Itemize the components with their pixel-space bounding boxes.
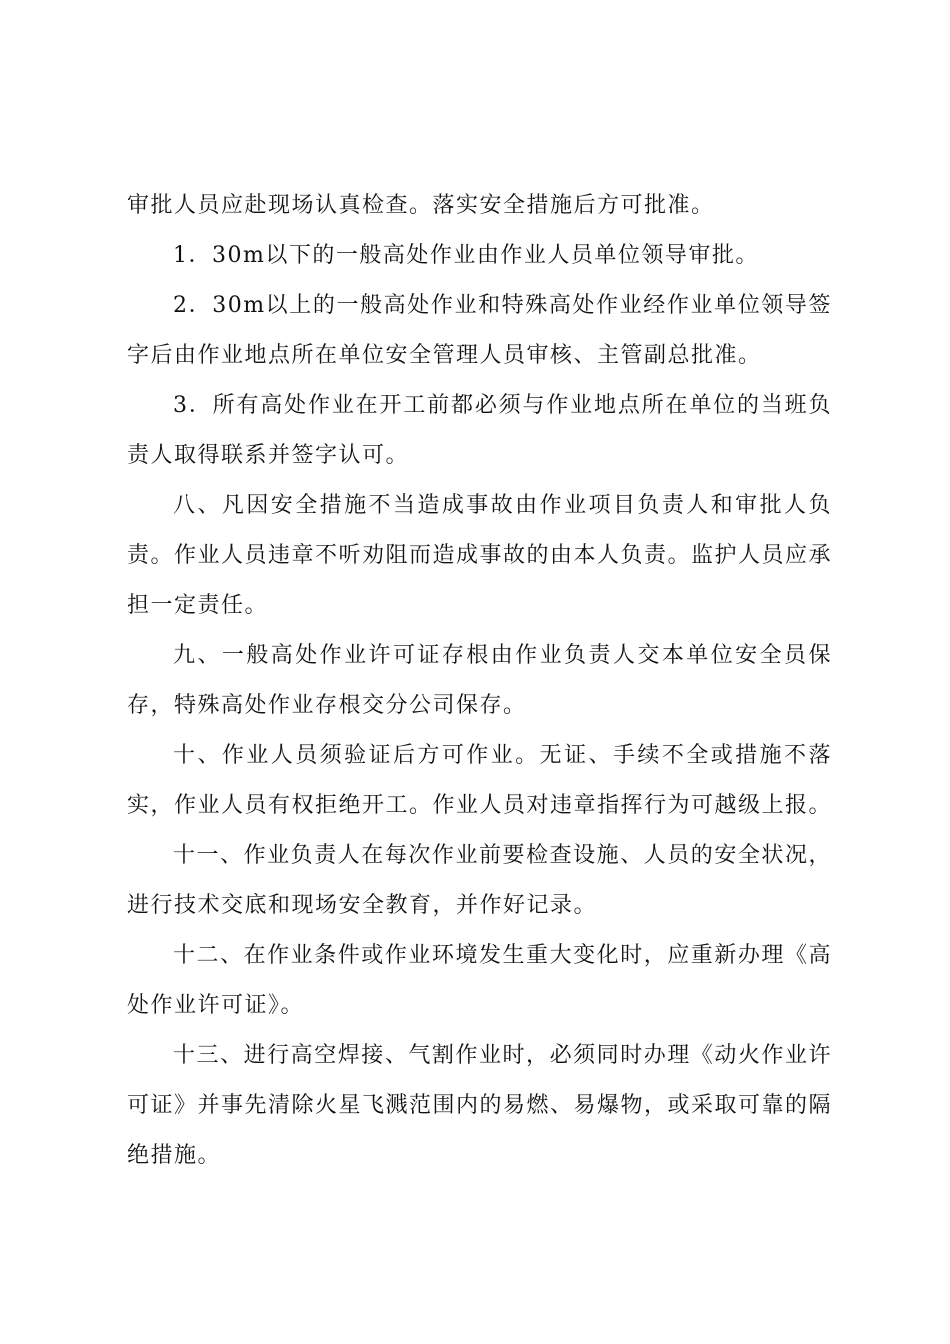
paragraph-item-2: 2．30m以上的一般高处作业和特殊高处作业经作业单位领导签字后由作业地点所在单位安全管理人员审核、主管副总批准。: [127, 293, 832, 368]
document-body: [127, 181, 832, 1181]
paragraph-item-1: 1．30m以下的一般高处作业由作业人员单位领导审批。: [173, 243, 759, 268]
paragraph-continuation: 审批人员应赴现场认真检查。落实安全措施后方可批准。: [127, 193, 715, 218]
paragraph-section-13: 十三、进行高空焊接、气割作业时，必须同时办理《动火作业许可证》并事先清除火星飞溅范围内的易燃、易爆物，或采取可靠的隔绝措施。: [127, 1043, 833, 1168]
paragraph-section-8: 八、凡因安全措施不当造成事故由作业项目负责人和审批人负责。作业人员违章不听劝阻而造成事故的由本人负责。监护人员应承担一定责任。: [127, 493, 833, 618]
paragraph-section-9: 九、一般高处作业许可证存根由作业负责人交本单位安全员保存，特殊高处作业存根交分公司保存。: [127, 643, 832, 718]
paragraph-section-10: 十、作业人员须验证后方可作业。无证、手续不全或措施不落实，作业人员有权拒绝开工。作业人员对违章指挥行为可越级上报。: [127, 743, 833, 818]
paragraph-section-12: 十二、在作业条件或作业环境发生重大变化时，应重新办理《高处作业许可证》。: [127, 943, 832, 1018]
paragraph-section-11: 十一、作业负责人在每次作业前要检查设施、人员的安全状况，进行技术交底和现场安全教育，并作好记录。: [127, 843, 832, 918]
paragraph-item-3: 3．所有高处作业在开工前都必须与作业地点所在单位的当班负责人取得联系并签字认可。: [127, 393, 832, 468]
